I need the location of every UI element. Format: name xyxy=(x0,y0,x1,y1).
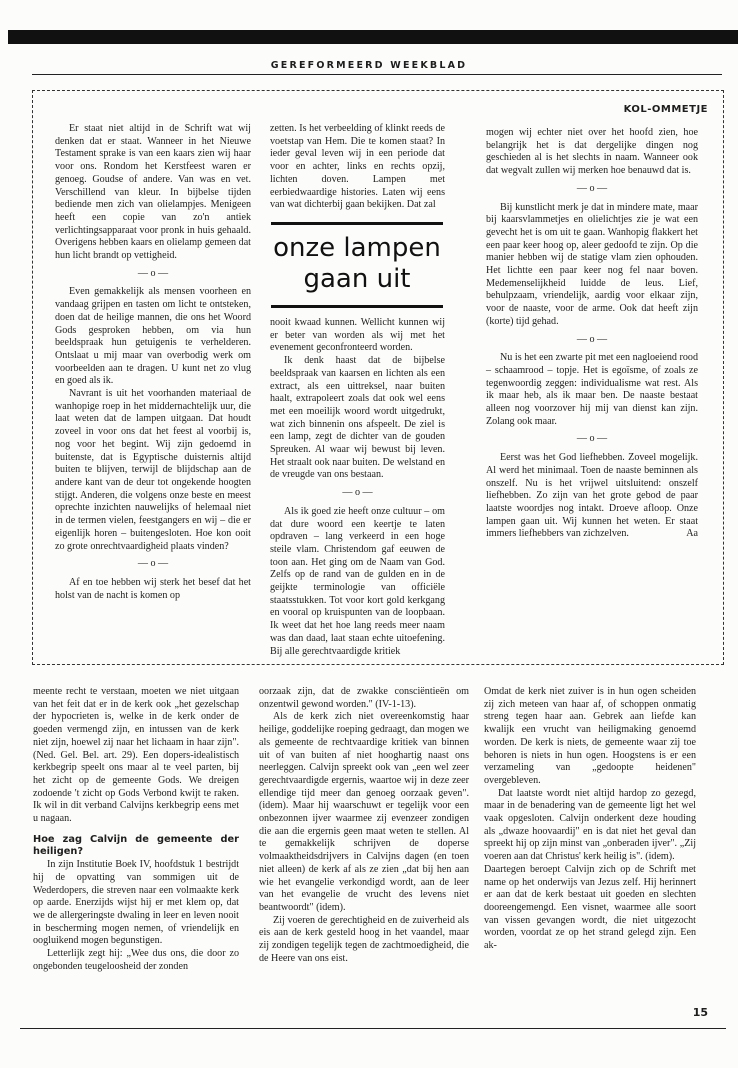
section-heading: Hoe zag Calvijn de gemeente der heiligen? xyxy=(33,833,239,858)
footer-rule xyxy=(20,1028,726,1029)
paragraph: Even gemakkelijk als mensen voorheen en vandaag grijpen en tasten om licht te ontsteken, doen dat de heilige mannen, die ons het Woord Gods gesproken hebben, om via hun beeldspraak hun getuigenis te verhelderen. Ontslaat u mij maar van overbodig werk om voorbeelden aan te dragen. U kunt net zo vlug en goed als ik. xyxy=(55,286,251,387)
boxed-column-2-top xyxy=(270,123,445,212)
page-number: 15 xyxy=(692,1006,708,1019)
column-tag: KOL-OMMETJE xyxy=(623,104,708,115)
paragraph: zetten. Is het verbeelding of klinkt reeds de voetstap van Hem. Die te komen staat? In ieder geval leven wij in een periode dat voor en achter, links en rechts opzij, lichten doven. Lampen met eerbiedwaardige histories. Laten wij eens van wat dichterbij gaan bekijken. Dat zal xyxy=(270,123,445,211)
paragraph: Zij voeren de gerechtigheid en de zuiverheid als eis aan de kerk gesteld hoog in het vaandel, maar zij zondigen tegelijk tegen de zachtmoedigheid, die de Heere van ons eist. xyxy=(259,914,469,964)
paragraph: Daartegen beroept Calvijn zich op de Schrift met name op het onderwijs van Jezus zelf. Hij herinnert er aan dat de kerk bestaat uit goeden en slechten dooreengemengd. Een visnet, waarmee alle soort van vissen gevangen wordt, die niet uitgezocht worden, voordat ze op het strand gelegd zijn. Een ak- xyxy=(484,863,696,952)
paragraph: oorzaak zijn, dat de zwakke consciëntieën om onzentwil gewond worden." (IV-1-13). xyxy=(259,686,469,710)
paragraph: Dat laatste wordt niet altijd hardop zo gezegd, maar in de benadering van de gemeente ligt het wel vaak opgesloten. Calvijn onderkent deze houding als „dwaze hoovaardij" en is dat niet het geval dan spreekt hij op zijn minst van „onberaden ijver". „Zij voeren aan dat Christus' kerk heilig is". (idem). xyxy=(484,787,696,863)
separator: — o — xyxy=(342,487,373,499)
paragraph xyxy=(486,452,698,541)
article-title-line1: onze lampen xyxy=(273,233,441,263)
signature: Aa xyxy=(686,528,698,540)
paragraph: Er staat niet altijd in de Schrift wat wij denken dat er staat. Wanneer in het Nieuwe Testament sprake is van een kaars zien wij haar voor ons. Rondom het Kerstfeest waren er genoeg. Goudse of andere. Van was en vet. Verschillend van kleur. In bijbelse tijden bediende men zich van olielampjes. Menigeen heeft een copie van zo'n antiek verlichtingsapparaat voor pronk in huis gehaald. Overigens hebben kaars en olielamp gemeen dat hun licht brandt op vettigheid. xyxy=(55,123,251,262)
separator: — o — xyxy=(576,182,608,194)
paragraph: mogen wij echter niet over het hoofd zien, hoe belangrijk het is dat dergelijke dingen nog geschieden al is het slechts in naam. Wanneer ook dat wegvalt zullen wij merken hoe benauwd dat is. xyxy=(486,127,698,177)
running-header: GEREFORMEERD WEEKBLAD xyxy=(270,60,468,71)
paragraph: Navrant is uit het voorhanden materiaal de wanhopige roep in het middernachtelijk uur, die laat weten dat de lampen uitgaan. Dat houdt zoveel in voor ons dat het feest al voorbij is, nog voor het begint. Wij zijn gedoemd in buitenste, dat is Egyptische duisternis altijd buiten te blijven, terwijl de blijdschap aan de andere kant van de deur tot ongekende hoogten stijgt. Anderen, die volgens onze beste en meest oprechte inzichten nauwelijks of helemaal niet in de termen vielen, feestgangers en wij – die er eigenlijk horen – buitengesloten. Hoe kon ooit zo grote onrechtvaardigheid plaats vinden? xyxy=(55,388,251,552)
paragraph: Omdat de kerk niet zuiver is in hun ogen scheiden zij zich meteen van haar af, of schoppen onmatig streng tegen haar aan. Gebrek aan liefde kan kwalijk een vrucht van heiligmaking genoemd worden. De kerk is niets, de gemeente waar zij toe behoren is niets in hun ogen. Hoogstens is er een verzameling van „gedoopte heidenen" overgebleven. xyxy=(484,686,696,786)
paragraph-text: Eerst was het God liefhebben. Zoveel mogelijk. Al werd het minimaal. Toen de naaste beminnen als onszelf. Nu is het vrijwel uitsluitend: onszelf liefhebben. Zo zijn van het grote gebod de paar laatste woordjes nog intakt. Droeve afloop. Onze lampen gaan uit. Wij kunnen het weten. Er staat immers liefhebbers van zichzelven. xyxy=(486,452,698,540)
separator: — o — xyxy=(576,433,608,445)
paragraph: Ik denk haast dat de bijbelse beeldspraak van kaarsen en lichten als een extract, als een uittreksel, naar buiten haalt, extrapoleert zoals dat ook wel eens met een moeilijk woord wordt uitgedrukt, wat zich binnenin ons afspeelt. De ziel is een lamp, zegt de dichter van de gouden Spreuken. Al waar wij bewust bij leven. Het straalt ook naar buiten. De welstand en de vreugde van ons bestaan. xyxy=(270,355,445,481)
article-title xyxy=(271,222,443,308)
bottom-column-3 xyxy=(484,686,696,953)
bottom-column-1 xyxy=(33,686,239,973)
bottom-column-2 xyxy=(259,686,469,965)
boxed-column-3 xyxy=(486,127,698,541)
paragraph: Nu is het een zwarte pit met een nagloeiend rood – schaamrood – topje. Het is egoïsme, of zoals ze tegenwoordig zeggen: individualisme wat rest. Als ik maar heb, als ik maar ben. De naaste bestaat alleen nog voorzover hij mij van dienst kan zijn. Zolang ook maar. xyxy=(486,352,698,427)
paragraph: Af en toe hebben wij sterk het besef dat het holst van de nacht is komen op xyxy=(55,576,251,601)
separator: — o — xyxy=(137,558,169,570)
separator: — o — xyxy=(137,267,169,279)
boxed-column-2-bottom xyxy=(270,317,445,658)
article-title-line2: gaan uit xyxy=(303,264,411,294)
paragraph: Als de kerk zich niet overeenkomstig haar heilige, goddelijke roeping gedraagt, dan mogen we als gemeente de rechtvaardige kritiek van binnen uit of van buiten af niet hooghartig naast ons neerleggen. Calvijn spreekt ook van „een wel zeer gerechtvaardigde ergernis, waartoe wij in deze zeer ellendige tijd meer dan genoeg oorzaak geven". (idem). Maar hij waarschuwt er tegelijk voor een onbezonnen ijver waarmee zij evenzeer zondigen die aan die ergernis geen maat weten te stellen. Al te gemakkelijk schrijven de doperse volmaaktheidsdrijvers in Calvijns dagen (en toen niet alleen) de kerk af als ze zien „dat bij hen aan wie het evangelie verkondigd wordt, aan de leer van het evangelie de vrucht des levens niet beantwoordt" (idem). xyxy=(259,711,469,913)
paragraph: Letterlijk zegt hij: „Wee dus ons, die door zo ongebonden teugeloosheid der zonden xyxy=(33,948,239,972)
paragraph: Als ik goed zie heeft onze cultuur – om dat dure woord een keertje te laten opdraven – lang verkeerd in een hoge steile vlam. Christendom gaf eeuwen de toon aan. Het ging om de Naam van God. Zelfs op de rand van de gulden en in de geijkte terminologie van officiële staatsstukken. Tot voor kort gold kerkgang en vooral op kruispunten van de loopbaan. Ik weet dat het hoe lang reeds meer naam was dan daad, laat staan echte uitoefening. Bij alle gerechtvaardigde kritiek xyxy=(270,505,445,657)
boxed-column-1 xyxy=(55,123,251,602)
paragraph: nooit kwaad kunnen. Wellicht kunnen wij er beter van worden als wij met het evenement geconfronteerd worden. xyxy=(270,317,445,354)
paragraph: meente recht te verstaan, moeten we niet uitgaan van het feit dat er in de kerk ook „het gezelschap der hypocrieten is, welke in de kerk onder de goeden vermengd zijn, en intussen van de kerk niet zijn, hoewel zij naar het lichaam in haar zijn". (Ned. Gel. Bel. art. 29). Een dopers-idealistisch kerkbegrip speelt ons maar al te veel parten, bij het zicht op de gemeente Gods. We dreigen zodoende 't zicht op Gods Verbond kwijt te raken. Ik wil in dit verband Calvijns kerkbegrip eens met u nagaan. xyxy=(33,686,239,825)
paragraph: In zijn Institutie Boek IV, hoofdstuk 1 bestrijdt hij de opvatting van sommigen uit de Wederdopers, die streven naar een volmaakte kerk op aarde. Enerzijds wijst hij er met klem op, dat we de allergeringste dwaling in leer en leven nooit in bescherming mogen nemen, of vriendelijk en oogluikend mogen begunstigen. xyxy=(33,859,239,947)
paragraph: Bij kunstlicht merk je dat in mindere mate, maar bij kaarsvlammetjes en olielichtjes zie je wat een gevecht het is om uit te gaan. Wanhopig flakkert het een paar keer hoog op, aleer gedoofd te zijn. Op die manier hebben wij de statige vlam zien ophouden. Het lichtte een paar keer nog fel naar boven. Medemenselijkheid luidde de leus. Lief, behulpzaam, vriendelijk, aardig voor elkaar zijn, voor de naaste, voor de arme. Ook dat heeft zijn (korte) tijd gehad. xyxy=(486,201,698,327)
header-rule xyxy=(32,74,722,75)
top-black-bar xyxy=(8,30,738,44)
separator: — o — xyxy=(576,333,608,345)
